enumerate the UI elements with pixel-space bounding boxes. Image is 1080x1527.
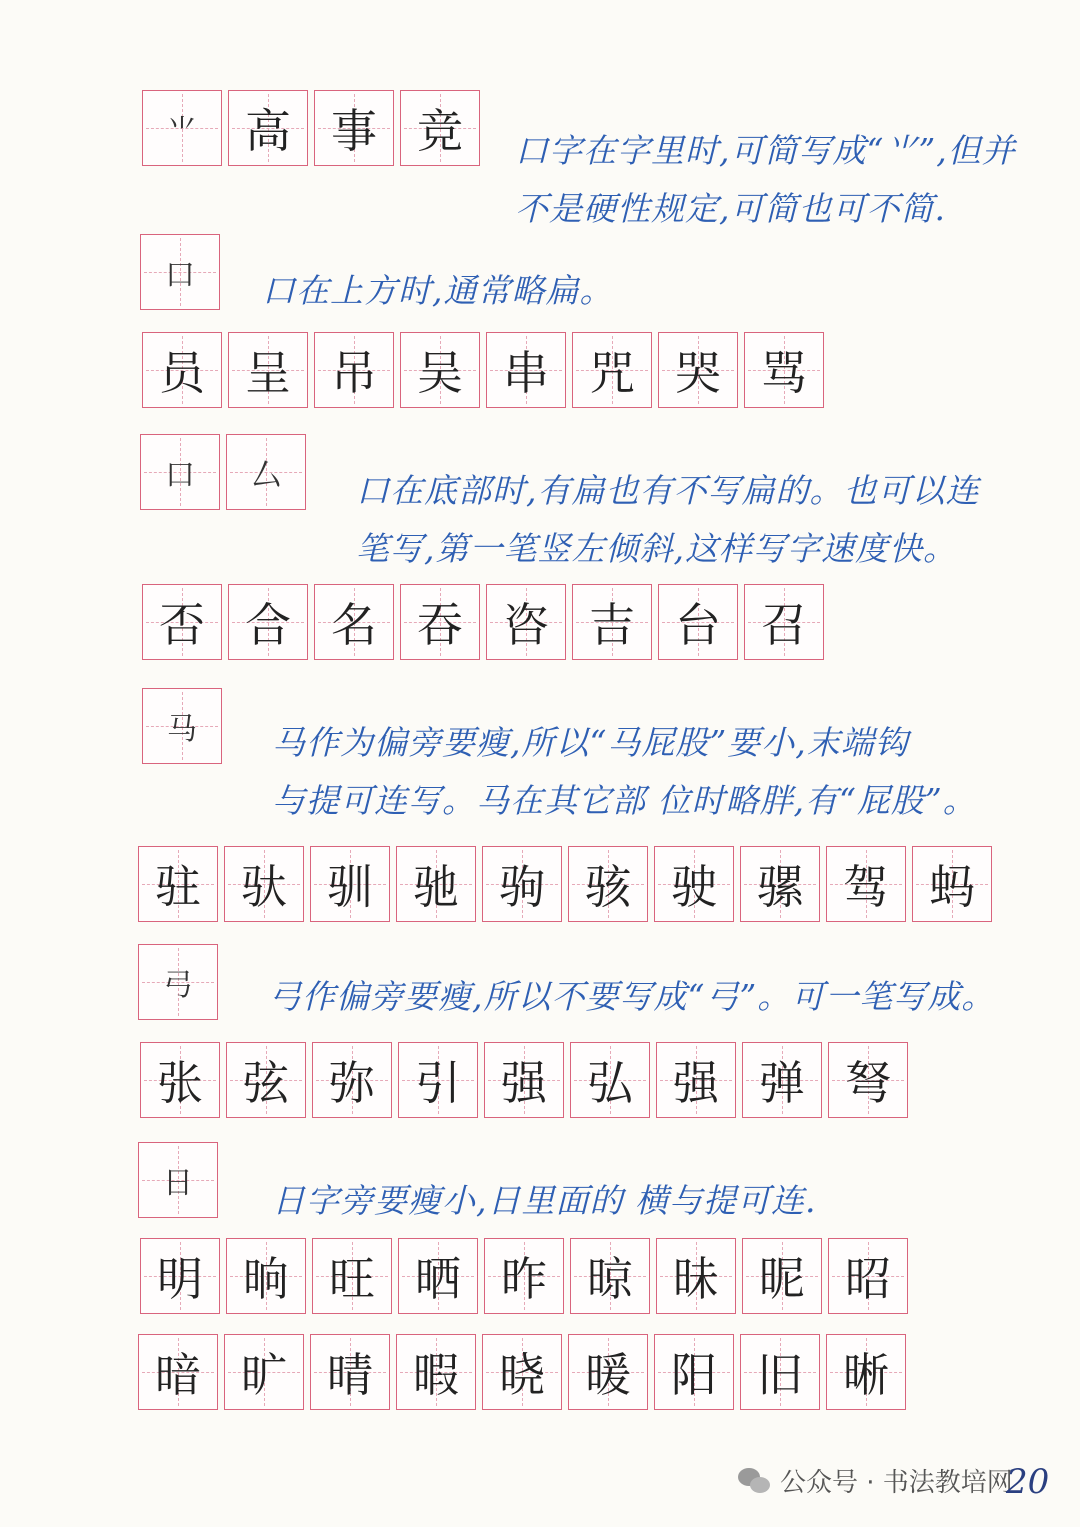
- grid-row-ri-examples-1: [140, 1238, 908, 1314]
- note-ma: 马作为偏旁要瘦,所以“马屁股”要小,末端钩 与提可连写。马在其它部 位时略胖,有“屁股”。: [272, 723, 977, 820]
- grid-row-ma-examples: [138, 846, 992, 922]
- example-cell: 咒: [572, 332, 652, 408]
- example-cell: 吊: [314, 332, 394, 408]
- example-cell: 强: [656, 1042, 736, 1118]
- grid-row-kou-top-examples: [142, 332, 824, 408]
- example-cell: 咨: [486, 584, 566, 660]
- example-cell: 名: [314, 584, 394, 660]
- example-cell: 驶: [654, 846, 734, 922]
- example-cell: 驰: [396, 846, 476, 922]
- page-number: 20: [1006, 1462, 1050, 1502]
- grid-row-xiao-top: [142, 90, 480, 166]
- example-cell: 驯: [310, 846, 390, 922]
- grid-row-ma: [142, 688, 222, 764]
- example-cell: 吉: [572, 584, 652, 660]
- radical-cell: 马: [142, 688, 222, 764]
- example-cell: 晌: [226, 1238, 306, 1314]
- example-cell: 旧: [740, 1334, 820, 1410]
- wechat-icon: [738, 1466, 772, 1496]
- example-cell: 驹: [482, 846, 562, 922]
- note-kou-bottom: 口在底部时,有扁也有不写扁的。也可以连 笔写,第一笔竖左倾斜,这样写字速度快。: [356, 471, 980, 568]
- example-cell: 吞: [400, 584, 480, 660]
- example-cell: 骡: [740, 846, 820, 922]
- example-cell: 明: [140, 1238, 220, 1314]
- note-xiao: 口字在字里时,可简写成“⺌”,但并 不是硬性规定,可简也可不简.: [515, 131, 1016, 228]
- example-cell: 召: [744, 584, 824, 660]
- example-cell: 哭: [658, 332, 738, 408]
- grid-row-kou-bottom-examples: [142, 584, 824, 660]
- example-cell: 晓: [482, 1334, 562, 1410]
- example-cell: 员: [142, 332, 222, 408]
- example-cell: 台: [658, 584, 738, 660]
- radical-cell: 弓: [138, 944, 218, 1020]
- watermark-text: 公众号 · 书法教培网: [780, 1468, 1013, 1498]
- grid-row-kou-top: [140, 234, 220, 310]
- note-kou-top: 口在上方时,通常略扁。: [262, 271, 614, 310]
- example-cell: 骂: [744, 332, 824, 408]
- note-ri: 日字旁要瘦小,日里面的 横与提可连.: [272, 1181, 817, 1220]
- example-cell: 阳: [654, 1334, 734, 1410]
- example-cell: 晴: [310, 1334, 390, 1410]
- example-cell: 合: [228, 584, 308, 660]
- example-cell: 否: [142, 584, 222, 660]
- radical-cell: ⺌: [142, 90, 222, 166]
- example-cell: 旷: [224, 1334, 304, 1410]
- example-cell: 串: [486, 332, 566, 408]
- example-cell: 暖: [568, 1334, 648, 1410]
- example-cell: 晰: [826, 1334, 906, 1410]
- example-cell: 昵: [742, 1238, 822, 1314]
- example-cell: 弥: [312, 1042, 392, 1118]
- radical-cell: 口: [140, 234, 220, 310]
- example-cell: 吴: [400, 332, 480, 408]
- example-cell: 驮: [224, 846, 304, 922]
- example-cell: 引: [398, 1042, 478, 1118]
- note-gong: 弓作偏旁要瘦,所以不要写成“弓”。可一笔写成。: [268, 977, 996, 1016]
- example-cell: 晒: [398, 1238, 478, 1314]
- example-cell: 强: [484, 1042, 564, 1118]
- example-cell: 呈: [228, 332, 308, 408]
- grid-row-gong-examples: [140, 1042, 908, 1118]
- grid-row-ri-examples-2: [138, 1334, 906, 1410]
- example-cell: 驻: [138, 846, 218, 922]
- radical-cell: 厶: [226, 434, 306, 510]
- radical-cell: 日: [138, 1142, 218, 1218]
- example-cell: 骇: [568, 846, 648, 922]
- example-cell: 蚂: [912, 846, 992, 922]
- grid-row-kou-bottom: [140, 434, 306, 510]
- example-cell: 弘: [570, 1042, 650, 1118]
- example-cell: 弦: [226, 1042, 306, 1118]
- example-cell: 事: [314, 90, 394, 166]
- example-cell: 暇: [396, 1334, 476, 1410]
- example-cell: 驾: [826, 846, 906, 922]
- example-cell: 昨: [484, 1238, 564, 1314]
- example-cell: 晾: [570, 1238, 650, 1314]
- example-cell: 暗: [138, 1334, 218, 1410]
- watermark: [738, 1462, 1013, 1499]
- radical-cell: 口: [140, 434, 220, 510]
- example-cell: 旺: [312, 1238, 392, 1314]
- grid-row-gong: [138, 944, 218, 1020]
- example-cell: 高: [228, 90, 308, 166]
- example-cell: 昧: [656, 1238, 736, 1314]
- example-cell: 昭: [828, 1238, 908, 1314]
- example-cell: 弩: [828, 1042, 908, 1118]
- example-cell: 竞: [400, 90, 480, 166]
- example-cell: 弹: [742, 1042, 822, 1118]
- grid-row-ri: [138, 1142, 218, 1218]
- example-cell: 张: [140, 1042, 220, 1118]
